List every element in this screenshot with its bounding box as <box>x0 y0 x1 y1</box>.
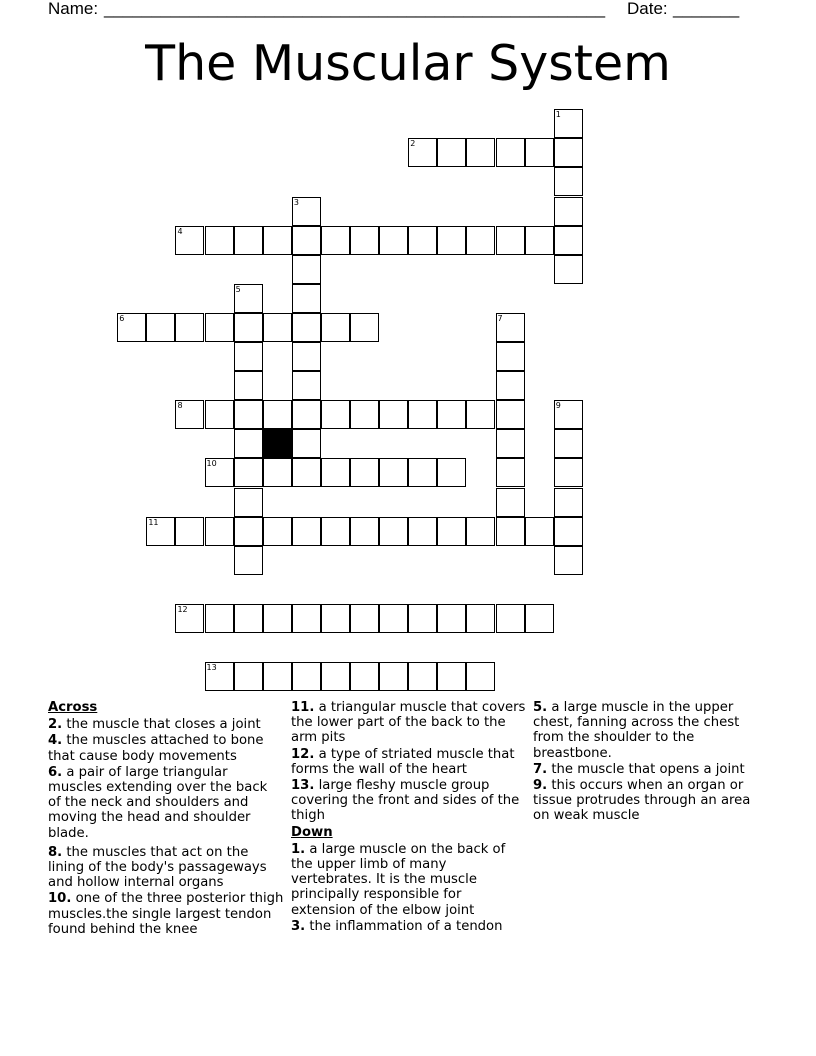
grid-cell[interactable] <box>234 284 263 313</box>
grid-cell[interactable] <box>292 313 321 342</box>
grid-cell[interactable] <box>350 400 379 429</box>
grid-cell[interactable] <box>234 517 263 546</box>
grid-cell[interactable] <box>525 226 554 255</box>
grid-cell[interactable] <box>321 604 350 633</box>
grid-cell[interactable] <box>234 662 263 691</box>
grid-cell[interactable] <box>175 313 204 342</box>
grid-cell[interactable] <box>379 458 408 487</box>
clue-across-13: 13. large fleshy muscle group covering the front and sides of the thigh <box>291 778 520 824</box>
clue-across-10: 10. one of the three posterior thigh muscles.the single largest tendon found behind the knee <box>48 891 284 937</box>
date-label: Date: <box>627 0 668 18</box>
grid-cell[interactable] <box>234 604 263 633</box>
grid-cell[interactable] <box>292 284 321 313</box>
grid-cell[interactable] <box>437 226 466 255</box>
grid-cell[interactable] <box>379 400 408 429</box>
grid-cell[interactable] <box>554 458 583 487</box>
clue-number: 7 <box>497 313 503 323</box>
grid-cell[interactable] <box>292 342 321 371</box>
black-cell <box>263 429 292 458</box>
grid-cell[interactable] <box>292 517 321 546</box>
grid-cell[interactable] <box>466 226 495 255</box>
grid-cell[interactable] <box>350 604 379 633</box>
grid-cell[interactable] <box>554 400 583 429</box>
clue-across-2: 2. the muscle that closes a joint <box>48 717 261 733</box>
clue-across-4: 4. the muscles attached to bone that cause body movements <box>48 733 264 764</box>
grid-cell[interactable] <box>350 313 379 342</box>
grid-cell[interactable] <box>496 517 525 546</box>
across-heading: Across <box>48 700 98 715</box>
grid-cell[interactable] <box>175 226 204 255</box>
grid-cell[interactable] <box>496 488 525 517</box>
clue-down-7: 7. the muscle that opens a joint <box>533 761 745 777</box>
grid-cell[interactable] <box>496 429 525 458</box>
grid-cell[interactable] <box>466 604 495 633</box>
clue-down-9: 9. this occurs when an organ or tissue protrudes through an area on weak muscle <box>533 778 751 824</box>
grid-cell[interactable] <box>292 400 321 429</box>
grid-cell[interactable] <box>234 371 263 400</box>
grid-cell[interactable] <box>379 517 408 546</box>
clue-number: 4 <box>177 226 183 236</box>
grid-cell[interactable] <box>350 662 379 691</box>
grid-cell[interactable] <box>234 546 263 575</box>
grid-cell[interactable] <box>525 604 554 633</box>
grid-cell[interactable] <box>292 429 321 458</box>
grid-cell[interactable] <box>437 138 466 167</box>
grid-cell[interactable] <box>263 313 292 342</box>
grid-cell[interactable] <box>408 604 437 633</box>
grid-cell[interactable] <box>554 429 583 458</box>
clue-number: 11 <box>148 517 159 527</box>
grid-cell[interactable] <box>292 458 321 487</box>
name-blank[interactable]: _____________________________________________________ <box>104 0 606 18</box>
grid-cell[interactable] <box>205 604 234 633</box>
grid-cell[interactable] <box>263 226 292 255</box>
grid-cell[interactable] <box>146 517 175 546</box>
clue-number: 10 <box>206 459 217 469</box>
grid-cell[interactable] <box>379 662 408 691</box>
grid-cell[interactable] <box>321 400 350 429</box>
grid-cell[interactable] <box>234 400 263 429</box>
grid-cell[interactable] <box>234 313 263 342</box>
grid-cell[interactable] <box>466 400 495 429</box>
grid-cell[interactable] <box>437 400 466 429</box>
clue-number: 6 <box>119 313 125 323</box>
clue-across-12: 12. a type of striated muscle that forms the wall of the heart <box>291 746 515 777</box>
clue-down-5: 5. a large muscle in the upper chest, fanning across the chest from the shoulder to the breastbone. <box>533 700 740 761</box>
clue-column-2 <box>291 700 527 935</box>
grid-cell[interactable] <box>350 226 379 255</box>
clue-number: 12 <box>177 604 188 614</box>
grid-cell[interactable] <box>379 226 408 255</box>
clue-number: 3 <box>293 197 299 207</box>
clue-column-3 <box>533 700 769 825</box>
grid-cell[interactable] <box>554 255 583 284</box>
grid-cell[interactable] <box>554 226 583 255</box>
grid-cell[interactable] <box>234 458 263 487</box>
grid-cell[interactable] <box>175 517 204 546</box>
grid-cell[interactable] <box>496 138 525 167</box>
grid-cell[interactable] <box>496 604 525 633</box>
grid-cell[interactable] <box>554 488 583 517</box>
grid-cell[interactable] <box>234 226 263 255</box>
grid-cell[interactable] <box>263 458 292 487</box>
grid-cell[interactable] <box>321 313 350 342</box>
grid-cell[interactable] <box>408 662 437 691</box>
grid-cell[interactable] <box>496 226 525 255</box>
grid-cell[interactable] <box>554 517 583 546</box>
clue-number: 8 <box>177 401 183 411</box>
grid-cell[interactable] <box>263 662 292 691</box>
grid-cell[interactable] <box>408 138 437 167</box>
grid-cell[interactable] <box>437 604 466 633</box>
page-title: The Muscular System <box>145 35 671 92</box>
clue-number: 13 <box>206 663 217 673</box>
grid-cell[interactable] <box>437 517 466 546</box>
grid-cell[interactable] <box>437 662 466 691</box>
clue-across-6: 6. a pair of large triangular muscles extending over the back of the neck and shoulders and moving the head and shoulder blade. <box>48 764 268 841</box>
grid-cell[interactable] <box>554 109 583 138</box>
down-heading: Down <box>291 824 333 840</box>
grid-cell[interactable] <box>379 604 408 633</box>
clue-number: 1 <box>555 110 561 120</box>
grid-cell[interactable] <box>466 662 495 691</box>
grid-cell[interactable] <box>292 197 321 226</box>
grid-cell[interactable] <box>175 400 204 429</box>
grid-cell[interactable] <box>496 342 525 371</box>
grid-cell[interactable] <box>437 458 466 487</box>
clue-number: 2 <box>410 139 416 149</box>
grid-cell[interactable] <box>496 458 525 487</box>
grid-cell[interactable] <box>117 313 146 342</box>
grid-cell[interactable] <box>525 517 554 546</box>
grid-cell[interactable] <box>263 400 292 429</box>
date-blank[interactable]: _______ <box>673 0 740 18</box>
grid-cell[interactable] <box>321 662 350 691</box>
grid-cell[interactable] <box>234 488 263 517</box>
grid-cell[interactable] <box>205 226 234 255</box>
grid-cell[interactable] <box>175 604 204 633</box>
grid-cell[interactable] <box>496 400 525 429</box>
grid-cell[interactable] <box>146 313 175 342</box>
name-label: Name: <box>48 0 99 18</box>
grid-cell[interactable] <box>554 546 583 575</box>
grid-cell[interactable] <box>292 604 321 633</box>
grid-cell[interactable] <box>408 517 437 546</box>
clue-across-8: 8. the muscles that act on the lining of the body's passageways and hollow internal organs <box>48 844 267 891</box>
grid-cell[interactable] <box>205 517 234 546</box>
grid-cell[interactable] <box>525 138 554 167</box>
grid-cell[interactable] <box>292 255 321 284</box>
grid-cell[interactable] <box>263 604 292 633</box>
clue-number: 5 <box>235 284 241 294</box>
grid-cell[interactable] <box>466 517 495 546</box>
grid-cell[interactable] <box>408 400 437 429</box>
grid-cell[interactable] <box>554 197 583 226</box>
grid-cell[interactable] <box>263 517 292 546</box>
grid-cell[interactable] <box>205 662 234 691</box>
grid-cell[interactable] <box>350 458 379 487</box>
grid-cell[interactable] <box>321 458 350 487</box>
grid-cell[interactable] <box>408 226 437 255</box>
grid-cell[interactable] <box>554 138 583 167</box>
clue-down-3: 3. the inflammation of a tendon <box>291 918 503 934</box>
grid-cell[interactable] <box>205 313 234 342</box>
grid-cell[interactable] <box>321 517 350 546</box>
grid-cell[interactable] <box>292 662 321 691</box>
grid-cell[interactable] <box>234 342 263 371</box>
grid-cell[interactable] <box>496 371 525 400</box>
grid-cell[interactable] <box>321 226 350 255</box>
grid-cell[interactable] <box>408 458 437 487</box>
grid-cell[interactable] <box>292 371 321 400</box>
grid-cell[interactable] <box>292 226 321 255</box>
grid-cell[interactable] <box>205 458 234 487</box>
grid-cell[interactable] <box>234 429 263 458</box>
grid-cell[interactable] <box>350 517 379 546</box>
grid-cell[interactable] <box>205 400 234 429</box>
clue-column-1 <box>48 700 284 938</box>
clue-down-1: 1. a large muscle on the back of the upper limb of many vertebrates. It is the muscle principally responsible for extension of the elbow joint <box>291 841 506 918</box>
grid-cell[interactable] <box>466 138 495 167</box>
grid-cell[interactable] <box>496 313 525 342</box>
grid-cell[interactable] <box>554 167 583 196</box>
clue-number: 9 <box>555 401 561 411</box>
clue-across-11: 11. a triangular muscle that covers the lower part of the back to the arm pits <box>291 700 526 746</box>
